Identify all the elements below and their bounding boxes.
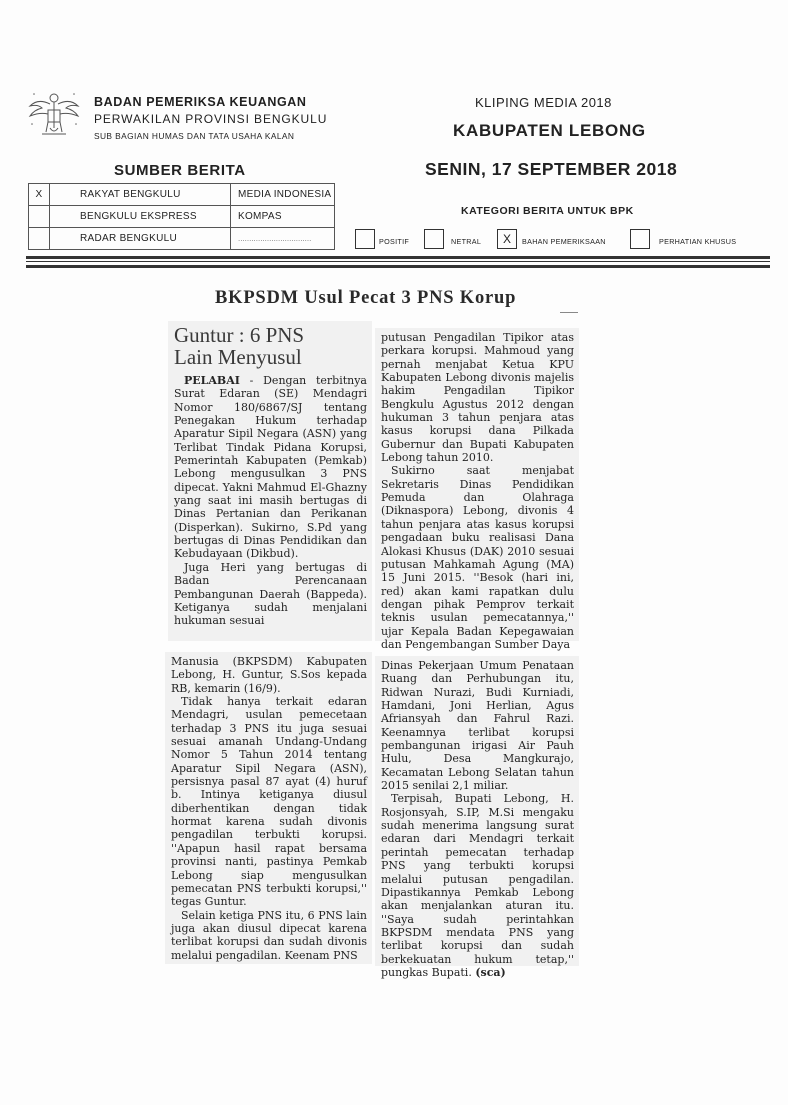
kategori-checkbox-bahan-pemeriksaan[interactable]: X: [497, 229, 517, 249]
kliping-title: KLIPING MEDIA 2018: [475, 95, 612, 110]
kategori-label-netral: NETRAL: [451, 237, 482, 246]
article-subhead: [174, 324, 367, 368]
source-right: MEDIA INDONESIA: [231, 184, 335, 206]
source-left: BENGKULU EKSPRESS: [50, 206, 231, 228]
sumber-berita-label: SUMBER BERITA: [114, 162, 246, 179]
source-left: RAKYAT BENGKULU: [50, 184, 231, 206]
org-name: BADAN PEMERIKSA KEUANGAN: [94, 95, 307, 109]
kategori-checkbox-netral[interactable]: [424, 229, 444, 249]
kategori-checkbox-perhatian-khusus[interactable]: [630, 229, 650, 249]
source-row: [29, 228, 335, 250]
org-division: SUB BAGIAN HUMAS DAN TATA USAHA KALAN: [94, 131, 295, 141]
paragraph: [381, 792, 574, 979]
header-divider-thin: [26, 261, 770, 262]
article-column-3: [165, 652, 372, 964]
source-mark[interactable]: X: [29, 184, 50, 206]
paragraph: Tidak hanya terkait edaran Mendagri, usulan pemecetaan terhadap 3 PNS itu juga sesuai sesuai amanah Undang-Undang Nomor 5 Tahun 2014 tentang Aparatur Sipil Negara (ASN), persisnya pasal 87 ayat (4) huruf b. Intinya ketiganya diusul diberhentikan dengan tidak hormat karena sudah divonis pengadilan terbukti korupsi. ''Apapun hasil rapat bersama provinsi nanti, pastinya Pemkab Lebong siap mengusulkan pemecatan PNS terbukti korupsi,'' tegas Guntur.: [171, 695, 367, 909]
paragraph: putusan Pengadilan Tipikor atas perkara korupsi. Mahmoud yang pernah menjabat Ketua KPU Kabupaten Lebong divonis majelis hakim Pengadilan Tipikor Bengkulu Agustus 2012 dengan hukuman 3 tahun penjara atas kasus korupsi dana Pilkada Gubernur dan Bupati Kabupaten Lebong tahun 2010.: [381, 331, 574, 465]
dateline: PELABAI: [184, 374, 240, 387]
kategori-label-positif: POSITIF: [379, 237, 410, 246]
date-title: SENIN, 17 SEPTEMBER 2018: [425, 159, 678, 179]
kategori-label-perhatian-khusus: PERHATIAN KHUSUS: [659, 237, 737, 246]
paragraph-text: Terpisah, Bupati Lebong, H. Rosjonsyah, S.IP, M.Si mengaku sudah menerima langsung surat edaran dari Mendagri terkait perintah pemecatan terhadap PNS yang terbukti korupsi melalui putusan pengadilan. Dipastikannya Pemkab Lebong akan menjalankan aturan itu. ''Saya sudah perintahkan BKPSDM mendata PNS yang terlibat korupsi dan sudah berkekuatan hukum tetap,'' pungkas Bupati.: [381, 792, 574, 979]
source-right: KOMPAS: [231, 206, 335, 228]
kategori-title: KATEGORI BERITA UNTUK BPK: [461, 205, 634, 217]
article-column-1: [168, 321, 372, 641]
source-mark[interactable]: [29, 206, 50, 228]
source-mark[interactable]: [29, 228, 50, 250]
paragraph: Manusia (BKPSDM) Kabupaten Lebong, H. Guntur, S.Sos kepada RB, kemarin (16/9).: [171, 655, 367, 695]
source-right: .................................: [231, 228, 335, 250]
article-column-4: [375, 656, 579, 979]
paragraph: Dinas Pekerjaan Umum Penataan Ruang dan Perhubungan itu, Ridwan Nurazi, Budi Kurniadi, Hamdani, Joni Herlian, Agus Afriansyah dan Fahrul Razi. Keenamnya terlibat korupsi pembangunan irigasi Air Pauh Hulu, Desa Mangkurajo, Kecamatan Lebong Selatan tahun 2015 senilai 2,1 miliar.: [381, 659, 574, 793]
org-region: PERWAKILAN PROVINSI BENGKULU: [94, 112, 328, 126]
paragraph-text: - Dengan terbitnya Surat Edaran (SE) Mendagri Nomor 180/6867/SJ tentang Penegakan Hukum terhadap Aparatur Sipil Negara (ASN) yang Terlibat Tindak Pidana Korupsi, Pemerintah Kabupaten (Pemkab) Lebong mengusulkan 3 PNS dipecat. Yakni Mahmud El-Ghazny yang saat ini masih bertugas di Dinas Pertanian dan Perikanan (Disperkan). Sukirno, S.Pd yang bertugas di Dinas Pendidikan dan Kebudayaan (Dikbud).: [174, 374, 367, 561]
subhead-line: Guntur : 6 PNS: [174, 323, 305, 347]
paragraph: [174, 374, 367, 561]
kategori-checkbox-positif[interactable]: [355, 229, 375, 249]
garuda-emblem-icon: [24, 84, 84, 144]
header-divider: [26, 256, 770, 259]
scan-mark: [560, 312, 578, 313]
article-column-2: [375, 328, 579, 651]
kabupaten-title: KABUPATEN LEBONG: [453, 121, 646, 140]
source-table: [28, 183, 335, 250]
paragraph: Selain ketiga PNS itu, 6 PNS lain juga akan diusul dipecat karena terlibat korupsi dan sudah divonis melalui pengadilan. Keenam PNS: [171, 908, 367, 962]
header-divider: [26, 265, 770, 268]
paragraph: Sukirno saat menjabat Sekretaris Dinas Pendidikan Pemuda dan Olahraga (Diknaspora) Lebong, divonis 4 tahun penjara atas kasus korupsi pengadaan buku realisasi Dana Alokasi Khusus (DAK) 2010 sesuai putusan Mahkamah Agung (MA) 15 Juni 2015. ''Besok (hari ini, red) akan kami rapatkan dulu dengan pihak Pemprov terkait teknis usulan pemecatannya,'' ujar Kepala Badan Kepegawaian dan Pengembangan Sumber Daya: [381, 464, 574, 651]
byline: (sca): [475, 965, 506, 979]
source-row: [29, 206, 335, 228]
paragraph: Juga Heri yang bertugas di Badan Perencanaan Pembangunan Daerah (Bappeda). Ketiganya sudah menjalani hukuman sesuai: [174, 560, 367, 628]
source-row: [29, 184, 335, 206]
source-left: RADAR BENGKULU: [50, 228, 231, 250]
kategori-label-bahan-pemeriksaan: BAHAN PEMERIKSAAN: [522, 237, 606, 246]
article-headline: BKPSDM Usul Pecat 3 PNS Korup: [215, 288, 517, 308]
subhead-line: Lain Menyusul: [174, 345, 302, 369]
